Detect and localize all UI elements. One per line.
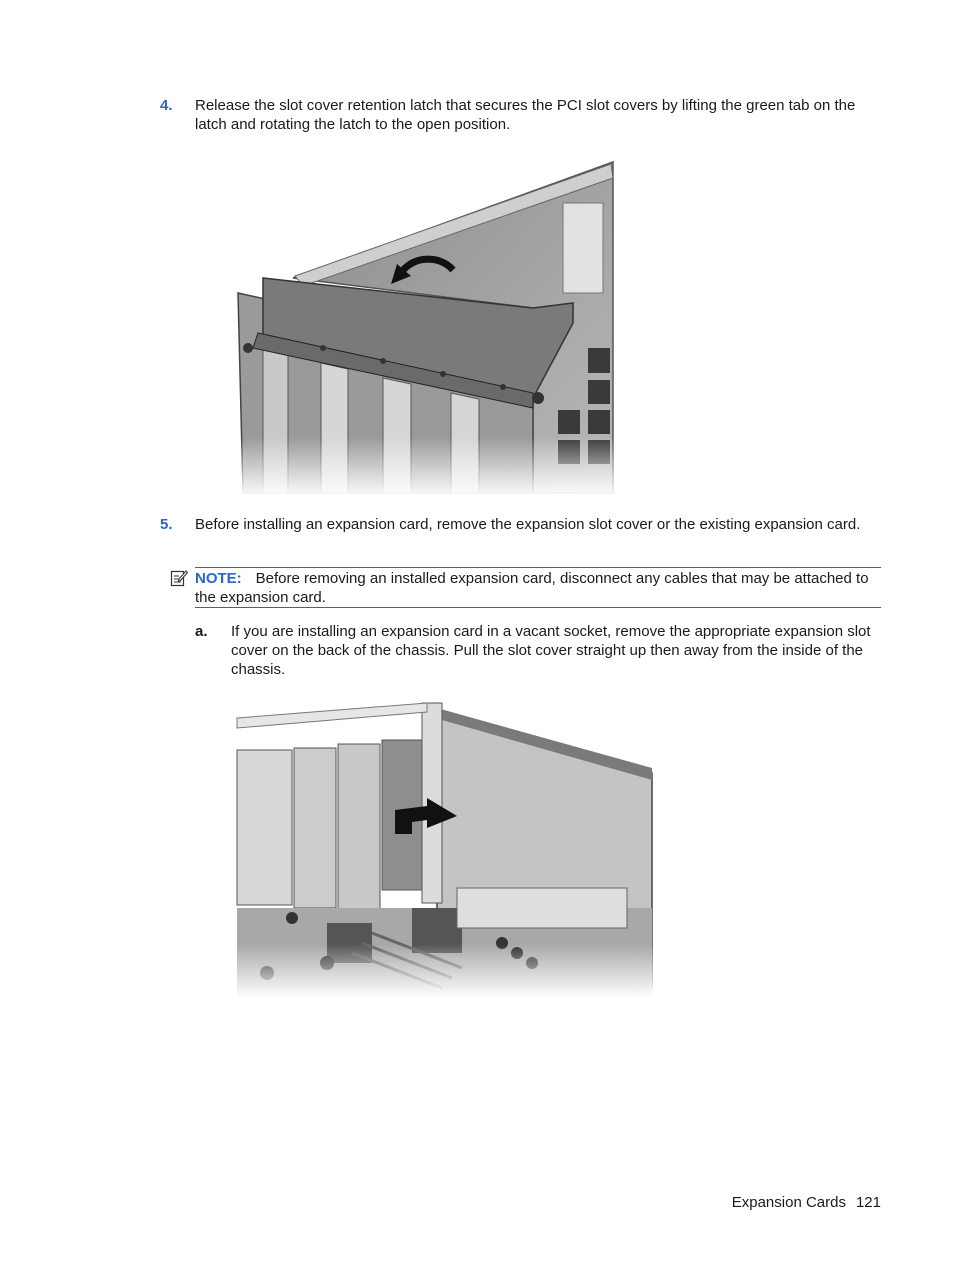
slot-cover-removal-illustration: [232, 698, 654, 998]
substep-letter: a.: [195, 623, 208, 640]
step-text: Before installing an expansion card, remove the expansion slot cover or the existing expansion card.: [195, 516, 861, 533]
step-text: Release the slot cover retention latch that secures the PCI slot covers by lifting the green tab on the latch and rotating the latch to the open position.: [195, 97, 856, 133]
step-number: 4.: [160, 97, 173, 114]
note-label: NOTE:: [195, 570, 242, 587]
substep-text: If you are installing an expansion card in a vacant socket, remove the appropriate expansion slot cover on the back of the chassis. Pull the slot cover straight up then away from the inside of the chassis.: [231, 623, 871, 678]
page-number: 121: [855, 1194, 881, 1211]
retention-latch-illustration: [233, 158, 618, 498]
step-number: 5.: [160, 516, 173, 533]
page-footer: [732, 1193, 881, 1212]
note-icon: [170, 569, 188, 587]
footer-section-title: Expansion Cards: [731, 1194, 846, 1211]
note-box: [195, 567, 881, 608]
note-text: Before removing an installed expansion card, disconnect any cables that may be attached to the expansion card.: [195, 570, 869, 606]
